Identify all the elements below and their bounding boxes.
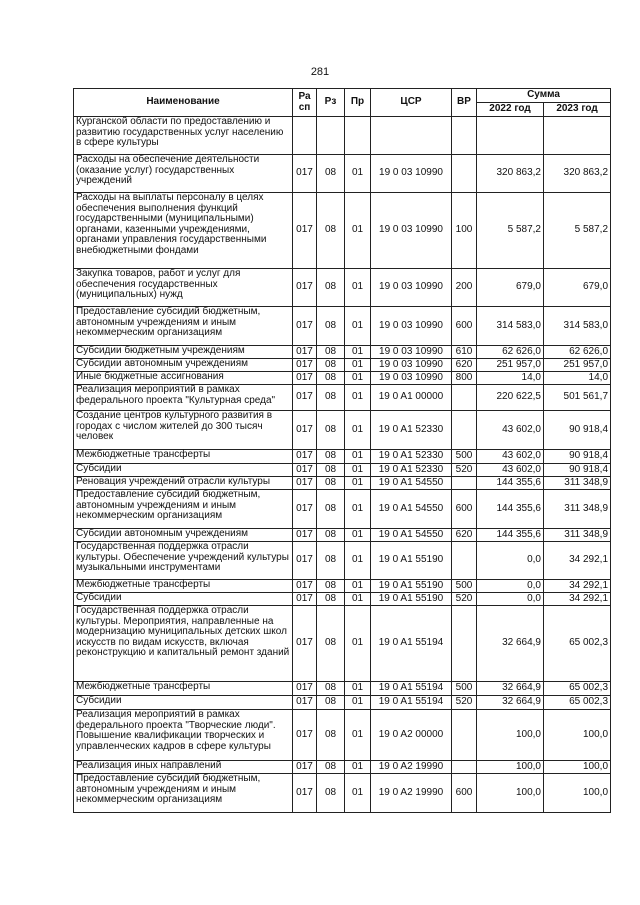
table-row bbox=[74, 529, 611, 542]
row-vr: 620 bbox=[452, 529, 477, 542]
table-header-row bbox=[74, 89, 611, 103]
row-pr: 01 bbox=[345, 490, 371, 529]
row-sum-2023: 100,0 bbox=[544, 761, 611, 774]
row-name: Расходы на выплаты персоналу в целях обеспечения выполнения функций государственными (муниципальными) органами, казенными учреждениями, органами управления государственными внебюджетными фондами bbox=[74, 193, 293, 269]
row-sum-2023: 90 918,4 bbox=[544, 411, 611, 450]
row-sum-2022: 100,0 bbox=[477, 761, 544, 774]
row-vr: 100 bbox=[452, 193, 477, 269]
row-csr bbox=[371, 117, 452, 155]
row-pr: 01 bbox=[345, 346, 371, 359]
row-vr bbox=[452, 411, 477, 450]
row-rasp: 017 bbox=[293, 411, 317, 450]
row-vr bbox=[452, 385, 477, 411]
row-rasp: 017 bbox=[293, 346, 317, 359]
row-sum-2023: 65 002,3 bbox=[544, 606, 611, 682]
header-vr: ВР bbox=[452, 89, 477, 117]
row-csr: 19 0 03 10990 bbox=[371, 307, 452, 346]
row-sum-2022: 0,0 bbox=[477, 593, 544, 606]
row-sum-2022: 679,0 bbox=[477, 269, 544, 307]
row-vr: 620 bbox=[452, 359, 477, 372]
row-sum-2023: 65 002,3 bbox=[544, 682, 611, 696]
row-sum-2022: 251 957,0 bbox=[477, 359, 544, 372]
row-sum-2023: 314 583,0 bbox=[544, 307, 611, 346]
table-row bbox=[74, 193, 611, 269]
row-sum-2022: 314 583,0 bbox=[477, 307, 544, 346]
row-sum-2022: 14,0 bbox=[477, 372, 544, 385]
row-vr bbox=[452, 117, 477, 155]
row-pr: 01 bbox=[345, 696, 371, 710]
row-rz: 08 bbox=[317, 774, 345, 813]
row-csr: 19 0 A1 52330 bbox=[371, 464, 452, 477]
row-sum-2023: 65 002,3 bbox=[544, 696, 611, 710]
table-row bbox=[74, 774, 611, 813]
row-csr: 19 0 03 10990 bbox=[371, 359, 452, 372]
row-sum-2023: 5 587,2 bbox=[544, 193, 611, 269]
row-pr: 01 bbox=[345, 464, 371, 477]
row-sum-2022 bbox=[477, 117, 544, 155]
row-sum-2023: 311 348,9 bbox=[544, 490, 611, 529]
row-rz: 08 bbox=[317, 372, 345, 385]
row-sum-2022: 32 664,9 bbox=[477, 606, 544, 682]
row-sum-2022: 43 602,0 bbox=[477, 450, 544, 464]
row-vr: 600 bbox=[452, 490, 477, 529]
row-name: Субсидии bbox=[74, 696, 293, 710]
row-rasp: 017 bbox=[293, 307, 317, 346]
table-row bbox=[74, 269, 611, 307]
row-sum-2022: 43 602,0 bbox=[477, 411, 544, 450]
table-row bbox=[74, 477, 611, 490]
row-rz: 08 bbox=[317, 580, 345, 593]
row-csr: 19 0 03 10990 bbox=[371, 269, 452, 307]
row-csr: 19 0 A1 00000 bbox=[371, 385, 452, 411]
row-pr: 01 bbox=[345, 385, 371, 411]
row-pr: 01 bbox=[345, 372, 371, 385]
table-row bbox=[74, 490, 611, 529]
row-rz: 08 bbox=[317, 385, 345, 411]
header-year-2022: 2022 год bbox=[477, 103, 544, 117]
row-sum-2023: 34 292,1 bbox=[544, 542, 611, 580]
row-rz: 08 bbox=[317, 359, 345, 372]
row-rasp: 017 bbox=[293, 372, 317, 385]
row-vr: 520 bbox=[452, 464, 477, 477]
row-sum-2023: 311 348,9 bbox=[544, 477, 611, 490]
row-sum-2022: 100,0 bbox=[477, 710, 544, 761]
row-pr: 01 bbox=[345, 593, 371, 606]
row-rz: 08 bbox=[317, 761, 345, 774]
row-csr: 19 0 A1 55194 bbox=[371, 682, 452, 696]
table-row bbox=[74, 359, 611, 372]
row-sum-2023: 90 918,4 bbox=[544, 464, 611, 477]
row-csr: 19 0 A1 55190 bbox=[371, 580, 452, 593]
row-csr: 19 0 A1 55194 bbox=[371, 696, 452, 710]
row-pr: 01 bbox=[345, 359, 371, 372]
row-name: Субсидии bbox=[74, 464, 293, 477]
row-pr: 01 bbox=[345, 411, 371, 450]
row-csr: 19 0 A1 55194 bbox=[371, 606, 452, 682]
row-csr: 19 0 A1 55190 bbox=[371, 593, 452, 606]
row-rasp: 017 bbox=[293, 477, 317, 490]
row-rasp: 017 bbox=[293, 155, 317, 193]
row-rz: 08 bbox=[317, 155, 345, 193]
row-name: Предоставление субсидий бюджетным, автономным учреждениям и иным некоммерческим организациям bbox=[74, 774, 293, 813]
table-row bbox=[74, 464, 611, 477]
row-pr: 01 bbox=[345, 307, 371, 346]
row-name: Закупка товаров, работ и услуг для обеспечения государственных (муниципальных) нужд bbox=[74, 269, 293, 307]
header-rz: Рз bbox=[317, 89, 345, 117]
row-name: Расходы на обеспечение деятельности (оказание услуг) государственных учреждений bbox=[74, 155, 293, 193]
row-name: Государственная поддержка отрасли культуры. Обеспечение учреждений культуры музыкальными инструментами bbox=[74, 542, 293, 580]
table-row bbox=[74, 411, 611, 450]
row-sum-2023: 62 626,0 bbox=[544, 346, 611, 359]
row-vr: 500 bbox=[452, 580, 477, 593]
row-rasp: 017 bbox=[293, 761, 317, 774]
row-vr: 610 bbox=[452, 346, 477, 359]
header-rasp: Ра сп bbox=[293, 89, 317, 117]
row-pr: 01 bbox=[345, 450, 371, 464]
header-year-2023: 2023 год bbox=[544, 103, 611, 117]
row-csr: 19 0 03 10990 bbox=[371, 193, 452, 269]
row-pr: 01 bbox=[345, 682, 371, 696]
row-pr: 01 bbox=[345, 580, 371, 593]
row-sum-2022: 43 602,0 bbox=[477, 464, 544, 477]
row-rz: 08 bbox=[317, 606, 345, 682]
row-csr: 19 0 A1 52330 bbox=[371, 411, 452, 450]
budget-table bbox=[73, 88, 611, 813]
row-rasp bbox=[293, 117, 317, 155]
row-pr: 01 bbox=[345, 761, 371, 774]
row-name: Курганской области по предоставлению и развитию государственных услуг населению в сфере культуры bbox=[74, 117, 293, 155]
table-row bbox=[74, 593, 611, 606]
row-rasp: 017 bbox=[293, 774, 317, 813]
row-sum-2022: 320 863,2 bbox=[477, 155, 544, 193]
row-sum-2023: 501 561,7 bbox=[544, 385, 611, 411]
row-sum-2022: 5 587,2 bbox=[477, 193, 544, 269]
header-pr: Пр bbox=[345, 89, 371, 117]
row-csr: 19 0 A1 54550 bbox=[371, 529, 452, 542]
row-name: Субсидии автономным учреждениям bbox=[74, 529, 293, 542]
row-vr: 800 bbox=[452, 372, 477, 385]
row-vr: 600 bbox=[452, 307, 477, 346]
row-vr bbox=[452, 542, 477, 580]
row-rz: 08 bbox=[317, 542, 345, 580]
row-vr bbox=[452, 606, 477, 682]
row-name: Реализация мероприятий в рамках федерального проекта "Культурная среда" bbox=[74, 385, 293, 411]
table-row bbox=[74, 385, 611, 411]
table-row bbox=[74, 606, 611, 682]
row-rasp: 017 bbox=[293, 464, 317, 477]
row-sum-2023: 311 348,9 bbox=[544, 529, 611, 542]
row-rz: 08 bbox=[317, 477, 345, 490]
row-sum-2023 bbox=[544, 117, 611, 155]
row-name: Предоставление субсидий бюджетным, автономным учреждениям и иным некоммерческим организациям bbox=[74, 490, 293, 529]
row-sum-2022: 144 355,6 bbox=[477, 529, 544, 542]
row-rasp: 017 bbox=[293, 542, 317, 580]
row-vr bbox=[452, 477, 477, 490]
row-rz: 08 bbox=[317, 490, 345, 529]
row-rasp: 017 bbox=[293, 606, 317, 682]
row-csr: 19 0 A1 55190 bbox=[371, 542, 452, 580]
table-row bbox=[74, 682, 611, 696]
row-rasp: 017 bbox=[293, 529, 317, 542]
row-rasp: 017 bbox=[293, 696, 317, 710]
row-name: Государственная поддержка отрасли культуры. Мероприятия, направленные на модернизацию муниципальных детских школ искусств по видам искусств, включая реконструкцию и капитальный ремонт зданий bbox=[74, 606, 293, 682]
row-name: Межбюджетные трансферты bbox=[74, 580, 293, 593]
table-row bbox=[74, 307, 611, 346]
row-vr: 520 bbox=[452, 593, 477, 606]
row-vr bbox=[452, 761, 477, 774]
row-rasp: 017 bbox=[293, 593, 317, 606]
row-name: Предоставление субсидий бюджетным, автономным учреждениям и иным некоммерческим организациям bbox=[74, 307, 293, 346]
row-pr: 01 bbox=[345, 155, 371, 193]
table-row bbox=[74, 542, 611, 580]
row-name: Субсидии автономным учреждениям bbox=[74, 359, 293, 372]
row-csr: 19 0 03 10990 bbox=[371, 372, 452, 385]
row-name: Иные бюджетные ассигнования bbox=[74, 372, 293, 385]
page-number: 281 bbox=[310, 66, 330, 78]
row-rasp: 017 bbox=[293, 193, 317, 269]
row-csr: 19 0 A2 00000 bbox=[371, 710, 452, 761]
row-sum-2022: 0,0 bbox=[477, 542, 544, 580]
table-row bbox=[74, 346, 611, 359]
table-row bbox=[74, 710, 611, 761]
row-rasp: 017 bbox=[293, 450, 317, 464]
row-csr: 19 0 A1 54550 bbox=[371, 490, 452, 529]
row-pr: 01 bbox=[345, 710, 371, 761]
row-rasp: 017 bbox=[293, 710, 317, 761]
row-rz: 08 bbox=[317, 346, 345, 359]
row-pr: 01 bbox=[345, 269, 371, 307]
row-rz: 08 bbox=[317, 682, 345, 696]
row-sum-2022: 220 622,5 bbox=[477, 385, 544, 411]
row-sum-2022: 62 626,0 bbox=[477, 346, 544, 359]
row-rasp: 017 bbox=[293, 269, 317, 307]
row-rz: 08 bbox=[317, 464, 345, 477]
row-rasp: 017 bbox=[293, 682, 317, 696]
row-pr: 01 bbox=[345, 193, 371, 269]
row-sum-2022: 32 664,9 bbox=[477, 696, 544, 710]
row-sum-2022: 32 664,9 bbox=[477, 682, 544, 696]
row-sum-2022: 100,0 bbox=[477, 774, 544, 813]
row-csr: 19 0 A2 19990 bbox=[371, 761, 452, 774]
row-rasp: 017 bbox=[293, 359, 317, 372]
row-sum-2023: 14,0 bbox=[544, 372, 611, 385]
row-name: Создание центров культурного развития в городах с числом жителей до 300 тысяч человек bbox=[74, 411, 293, 450]
row-pr: 01 bbox=[345, 774, 371, 813]
header-csr: ЦСР bbox=[371, 89, 452, 117]
row-vr: 520 bbox=[452, 696, 477, 710]
row-pr: 01 bbox=[345, 542, 371, 580]
row-sum-2023: 320 863,2 bbox=[544, 155, 611, 193]
row-rz: 08 bbox=[317, 411, 345, 450]
table-row bbox=[74, 372, 611, 385]
row-rz: 08 bbox=[317, 710, 345, 761]
row-sum-2023: 100,0 bbox=[544, 774, 611, 813]
row-name: Реализация мероприятий в рамках федерального проекта "Творческие люди". Повышение квалификации творческих и управленческих кадров в сфере культуры bbox=[74, 710, 293, 761]
row-sum-2022: 0,0 bbox=[477, 580, 544, 593]
table-row bbox=[74, 155, 611, 193]
row-sum-2023: 251 957,0 bbox=[544, 359, 611, 372]
row-rasp: 017 bbox=[293, 490, 317, 529]
table-row bbox=[74, 696, 611, 710]
row-sum-2023: 34 292,1 bbox=[544, 580, 611, 593]
row-name: Межбюджетные трансферты bbox=[74, 450, 293, 464]
header-name: Наименование bbox=[74, 89, 293, 117]
row-vr: 500 bbox=[452, 682, 477, 696]
row-rz: 08 bbox=[317, 593, 345, 606]
row-rasp: 017 bbox=[293, 580, 317, 593]
row-name: Реновация учреждений отрасли культуры bbox=[74, 477, 293, 490]
row-pr: 01 bbox=[345, 477, 371, 490]
row-csr: 19 0 03 10990 bbox=[371, 346, 452, 359]
row-sum-2023: 679,0 bbox=[544, 269, 611, 307]
row-csr: 19 0 A1 54550 bbox=[371, 477, 452, 490]
row-name: Реализация иных направлений bbox=[74, 761, 293, 774]
row-rz: 08 bbox=[317, 529, 345, 542]
row-vr: 200 bbox=[452, 269, 477, 307]
row-rasp: 017 bbox=[293, 385, 317, 411]
table-row bbox=[74, 761, 611, 774]
row-vr: 500 bbox=[452, 450, 477, 464]
row-sum-2023: 90 918,4 bbox=[544, 450, 611, 464]
row-name: Субсидии бюджетным учреждениям bbox=[74, 346, 293, 359]
row-csr: 19 0 A1 52330 bbox=[371, 450, 452, 464]
row-name: Межбюджетные трансферты bbox=[74, 682, 293, 696]
row-pr: 01 bbox=[345, 606, 371, 682]
row-vr bbox=[452, 710, 477, 761]
header-sum: Сумма bbox=[477, 89, 611, 103]
row-rz: 08 bbox=[317, 450, 345, 464]
row-pr bbox=[345, 117, 371, 155]
row-csr: 19 0 A2 19990 bbox=[371, 774, 452, 813]
row-rz: 08 bbox=[317, 269, 345, 307]
row-rz: 08 bbox=[317, 696, 345, 710]
row-name: Субсидии bbox=[74, 593, 293, 606]
row-vr bbox=[452, 155, 477, 193]
row-vr: 600 bbox=[452, 774, 477, 813]
row-sum-2022: 144 355,6 bbox=[477, 490, 544, 529]
row-rz: 08 bbox=[317, 193, 345, 269]
table-row bbox=[74, 117, 611, 155]
row-pr: 01 bbox=[345, 529, 371, 542]
row-rz bbox=[317, 117, 345, 155]
row-sum-2022: 144 355,6 bbox=[477, 477, 544, 490]
row-rz: 08 bbox=[317, 307, 345, 346]
row-sum-2023: 100,0 bbox=[544, 710, 611, 761]
table-row bbox=[74, 580, 611, 593]
row-sum-2023: 34 292,1 bbox=[544, 593, 611, 606]
row-csr: 19 0 03 10990 bbox=[371, 155, 452, 193]
table-row bbox=[74, 450, 611, 464]
